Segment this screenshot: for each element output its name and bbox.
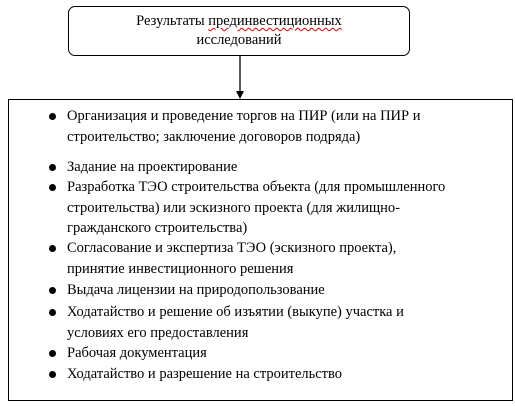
bullet-icon	[49, 164, 56, 171]
bullet-icon	[49, 113, 56, 120]
stage-text-line: принятие инвестиционного решения	[67, 260, 294, 277]
stage-text	[67, 177, 492, 239]
stage-text	[67, 106, 492, 147]
bullet-icon	[49, 287, 56, 294]
stage-text	[67, 238, 492, 279]
stage-text-line: Выдача лицензии на природопользование	[67, 282, 325, 298]
stage-text-line: Согласование и экспертиза ТЭО (эскизного проекта),	[67, 240, 397, 256]
stage-text-line: гражданского строительства)	[67, 220, 248, 236]
bullet-icon	[49, 245, 56, 252]
stage-text-line: Задание на проектирование	[67, 159, 238, 175]
stage-text-line: условиях его предоставления	[67, 324, 249, 341]
stage-text	[67, 157, 492, 178]
results-box	[68, 6, 410, 56]
results-word: Результаты	[136, 13, 205, 29]
stages-box	[8, 99, 513, 401]
results-title-line-1	[136, 12, 342, 31]
pre-investment-word: прединвестиционных	[208, 13, 342, 29]
bullet-icon	[49, 184, 56, 191]
stage-text-line: Рабочая документация	[67, 345, 207, 361]
stage-text	[67, 280, 492, 301]
stage-text-line: Ходатайство и разрешение на строительство	[67, 366, 343, 382]
bullet-icon	[49, 371, 56, 378]
stage-text	[67, 364, 492, 385]
bullet-icon	[49, 350, 56, 357]
stage-text-line: Ходатайство и решение об изъятии (выкупе) участка и	[67, 304, 404, 320]
stage-text-line: строительство; заключение договоров подряда)	[67, 128, 361, 145]
stage-text-line: строительства) или эскизного проекта (для жилищно-	[67, 199, 401, 216]
stage-text-line: Разработка ТЭО строительства объекта (для промышленного	[67, 179, 446, 195]
results-title-line-2: исследований	[196, 32, 282, 48]
stage-text	[67, 302, 492, 343]
stage-text-line: Организация и проведение торгов на ПИР (или на ПИР и	[67, 108, 421, 124]
bullet-icon	[49, 309, 56, 316]
stage-text	[67, 343, 492, 364]
